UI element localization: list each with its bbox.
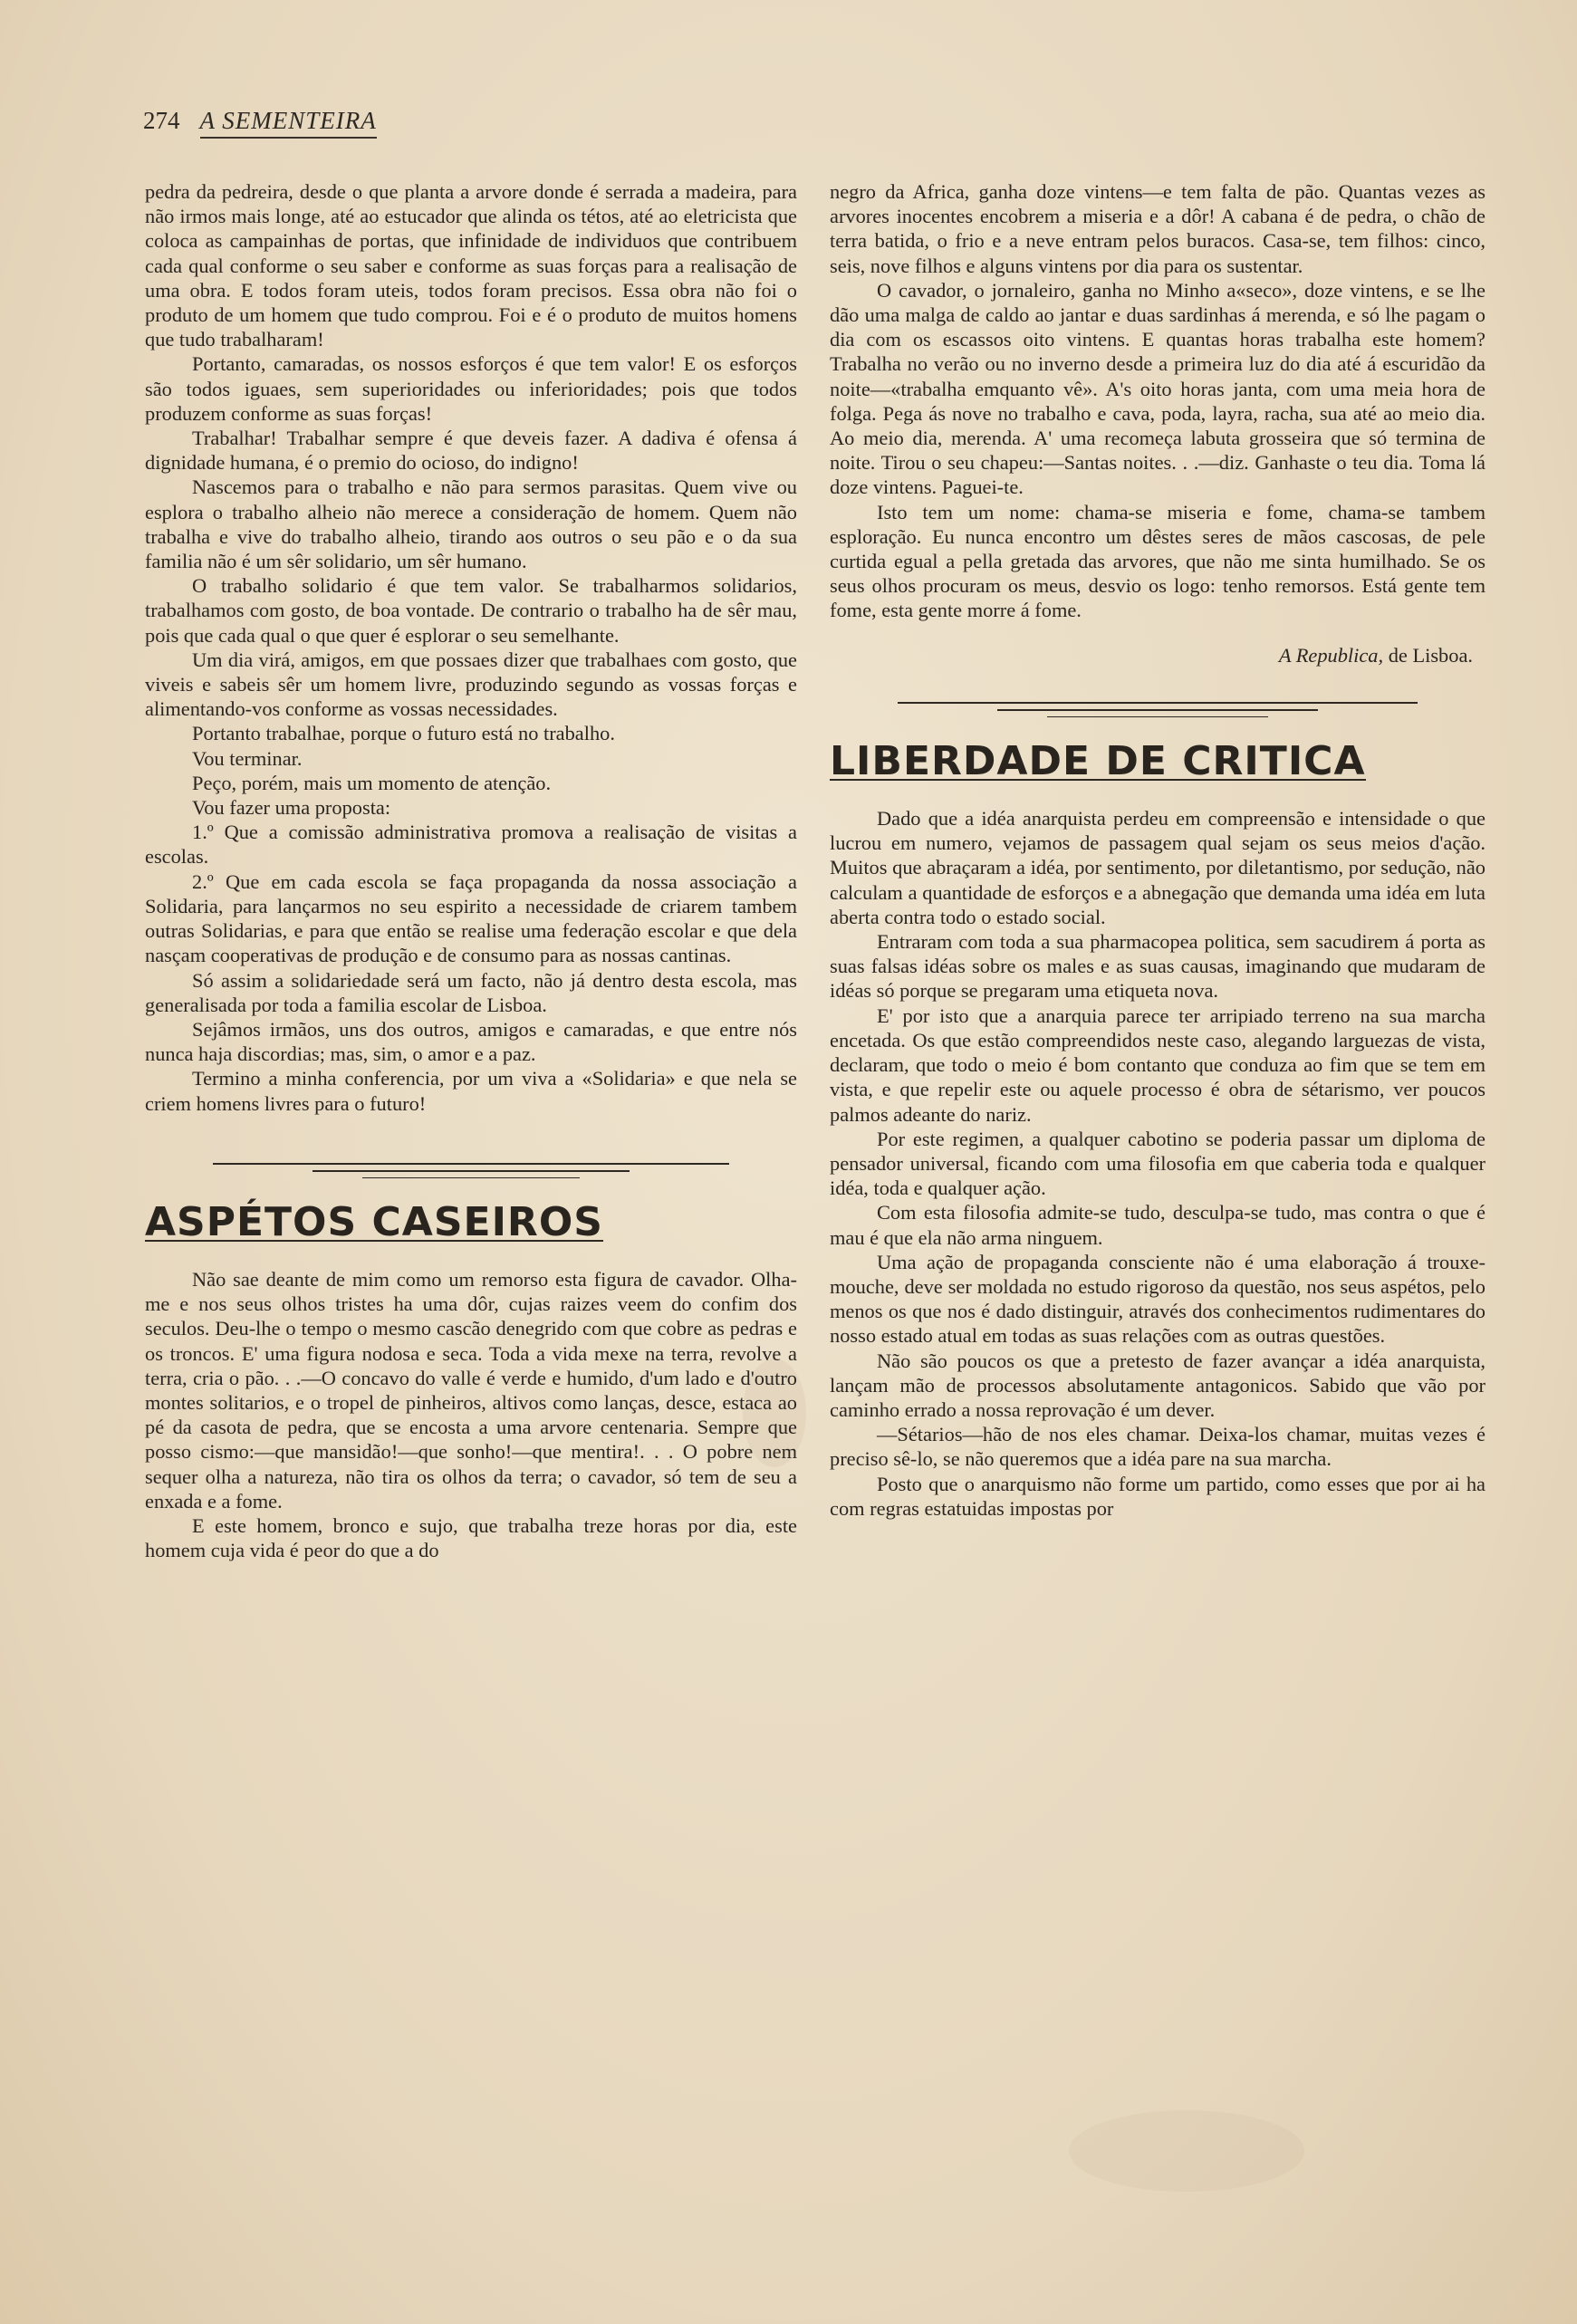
right-column: [830, 179, 1486, 1521]
paragraph: negro da Africa, ganha doze vintens—e tem falta de pão. Quantas vezes as arvores inocentes encobrem a miseria e a dôr! A cabana é de pedra, o chão de terra batida, o frio e a neve entram pelos buracos. Casa-se, tem filhos: cinco, seis, nove filhos e alguns vintens por dia para os sustentar.: [830, 180, 1486, 277]
paragraph: O trabalho solidario é que tem valor. Se trabalharmos solidarios, trabalhamos com gosto, de boa vontade. De contrario o trabalho ha de sêr mau, pois que cada qual o que quer é esplorar o seu semelhante.: [145, 574, 797, 647]
section-divider: [145, 1152, 797, 1186]
section-title-aspetos-caseiros: ASPÉTOS CASEIROS: [145, 1198, 603, 1245]
paragraph: 2.º Que em cada escola se faça propaganda da nossa associação a Solidaria, para lançarmos no seu espirito a necessidade de criarem tambem outras Solidarias, e para que então se realise uma federação escolar e que dela nasçam cooperativas de produção e de consumo para as nossas cantinas.: [145, 869, 797, 967]
paragraph: Entraram com toda a sua pharmacopea politica, sem sacudirem á porta as suas falsas idéas sobre os males e as suas causas, imaginando que mudaram de idéas só porque se pregaram uma etiqueta nova.: [830, 930, 1486, 1003]
page-number: 274: [143, 107, 180, 134]
paper-stain: [1069, 2110, 1304, 2192]
paragraph: Nascemos para o trabalho e não para sermos parasitas. Quem vive ou esplora o trabalho alheio não merece a consideração de homem. Quem não trabalha e vive do trabalho alheio, tirando aos outros o seu pão e o da sua familia não é um sêr solidario, um sêr humano.: [145, 475, 797, 573]
source-name: A Republica,: [1278, 643, 1384, 667]
paragraph: Não são poucos os que a pretesto de fazer avançar a idéa anarquista, lançam mão de processos absolutamente antagonicos. Sabido que vão por caminho errado a nossa reprovação é um dever.: [830, 1349, 1486, 1421]
paragraph: Peço, porém, mais um momento de atenção.: [192, 771, 552, 794]
paragraph: E este homem, bronco e sujo, que trabalha treze horas por dia, este homem cuja vida é peor do que a do: [145, 1513, 797, 1562]
paragraph: Vou terminar.: [192, 746, 303, 770]
paragraph: Uma ação de propaganda consciente não é uma elaboração á trouxe-mouche, deve ser moldada no estudo rigoroso da questão, nos seus aspétos, pelo menos os que nos é dado distinguir, através dos conhecimentos rudimentares do nosso estado atual em todas as suas relações com as outras questões.: [830, 1250, 1486, 1348]
paragraph: Por este regimen, a qualquer cabotino se poderia passar um diploma de pensador universal, ficando com uma filosofia em que caberia toda e qualquer idéa, toda e qualquer ação.: [830, 1127, 1486, 1200]
paragraph: 1.º Que a comissão administrativa promova a realisação de visitas a escolas.: [145, 821, 797, 869]
paragraph: Vou fazer uma proposta:: [192, 796, 391, 820]
liberdade-de-critica-article: [830, 806, 1486, 1521]
paragraph: E' por isto que a anarquia parece ter arripiado terreno na sua marcha encetada. Os que estão compreendidos neste caso, alegando larguezas de vista, declaram, que todo o meio é bom contanto que conduza ao fim que se tem em vista, e que repelir este ou aquele processo é obra de sétarismo, ver poucos palmos adeante do nariz.: [830, 1004, 1486, 1126]
source-place: de Lisboa.: [1388, 643, 1473, 667]
paragraph: Termino a minha conferencia, por um viva a «Solidaria» e que nela se criem homens livres para o futuro!: [145, 1067, 797, 1115]
right-column-text: [830, 179, 1486, 623]
section-title-liberdade-de-critica: LIBERDADE DE CRITICA: [830, 737, 1366, 784]
paragraph: Dado que a idéa anarquista perdeu em compreensão e intensidade o que lucrou em numero, vejamos de passagem qual sejam os seus meios d'ação. Muitos que abraçaram a idéa, por sentimento, por diletantismo, por sedução, não calculam a quantidade de esforços e a abnegação que demanda uma idéa em luta aberta contra todo o estado social.: [830, 807, 1486, 928]
aspetos-caseiros-article: [145, 1267, 797, 1562]
paragraph: Sejâmos irmãos, uns dos outros, amigos e camaradas, e que entre nós nunca haja discordias; mas, sim, o amor e a paz.: [145, 1017, 797, 1066]
paragraph: Com esta filosofia admite-se tudo, desculpa-se tudo, mas contra o que é mau é que ela não arma ninguem.: [830, 1201, 1486, 1249]
left-column-text: [145, 179, 797, 1116]
paragraph: Portanto trabalhae, porque o futuro está no trabalho.: [192, 722, 615, 745]
paragraph: —Sétarios—hão de nos eles chamar. Deixa-los chamar, muitas vezes é preciso sê-lo, se não queremos que a idéa pare na sua marcha.: [830, 1423, 1486, 1471]
paragraph: Posto que o anarquismo não forme um partido, como esses que por ai ha com regras estatuidas impostas por: [830, 1472, 1486, 1520]
paragraph: Portanto, camaradas, os nossos esforços é que tem valor! E os esforços são todos iguaes, sem superioridades ou inferioridades; pois que todos produzem conforme as suas forças!: [145, 352, 797, 425]
paragraph: O cavador, o jornaleiro, ganha no Minho a«seco», doze vintens, e se lhe dão uma malga de caldo ao jantar e duas sardinhas á merenda, e só lhe pagam o dia com os escassos oito vintens. E quantas horas trabalha este homem? Trabalha no verão ou no inverno desde a primeira luz do dia até á escuridão da noite—«trabalha emquanto vê». A's oito horas janta, com uma meia hora de folga. Pega ás nove no trabalho e cava, poda, layra, racha, sua até ao meio dia. Ao meio dia, merenda. A' uma recomeça labuta grosseira que só termina de noite. Tirou o seu chapeu:—Santas noites. . .—diz. Ganhaste o teu dia. Toma lá doze vintens. Paguei-te.: [830, 278, 1486, 499]
paragraph: Só assim a solidariedade será um facto, não já dentro desta escola, mas generalisada por toda a familia escolar de Lisboa.: [145, 968, 797, 1016]
publication-title: A SEMENTEIRA: [200, 107, 377, 139]
page-header: [143, 107, 377, 147]
left-column: [145, 179, 797, 1562]
paragraph: pedra da pedreira, desde o que planta a arvore donde é serrada a madeira, para não irmos mais longe, até ao estucador que alinda os tétos, até ao eletricista que coloca as campainhas de portas, que infinidade de individuos que contribuem cada qual conforme o seu saber e conforme as suas forças para a realisação de uma obra. E todos foram uteis, todos foram precisos. Essa obra não foi o produto de um homem que tudo comprou. Foi e é o produto de muitos homens que tudo trabalharam!: [145, 180, 797, 351]
paragraph: Um dia virá, amigos, em que possaes dizer que trabalhaes com gosto, que viveis e sabeis sêr um homem livre, produzindo segundo as vossas forças e alimentando-vos conforme as vossas necessidades.: [145, 648, 797, 721]
paragraph: Trabalhar! Trabalhar sempre é que deveis fazer. A dadiva é ofensa á dignidade humana, é o premio do ocioso, do indigno!: [145, 427, 797, 475]
section-divider: [830, 691, 1486, 725]
paragraph: Isto tem um nome: chama-se miseria e fome, chama-se tambem esploração. Eu nunca encontro um dêstes seres de mãos cascosas, de pele curtida egual a pella gretada das arvores, que não me sinta humilhado. Se os seus olhos procuram os meus, desvio os logo: tenho remorsos. Está gente tem fome, esta gente morre á fome.: [830, 500, 1486, 622]
article-source: [830, 643, 1473, 667]
paragraph: Não sae deante de mim como um remorso esta figura de cavador. Olha-me e nos seus olhos tristes ha uma dôr, cujas raizes veem do confim dos seculos. Deu-lhe o tempo o mesmo cascão denegrido com que cobre as pedras e os troncos. E' uma figura nodosa e seca. Toda a vida mexe na terra, revolve a terra, cria o pão. . .—O concavo do valle é verde e humido, d'um lado e d'outro montes solitarios, e o tropel de pinheiros, altivos como lanças, desce, estaca ao pé da casota de pedra, que se encosta a uma arvore centenaria. Sempre que posso cismo:—que mansidão!—que sonho!—que mentira!. . . O pobre nem sequer olha a natureza, não tira os olhos da terra; o cavador, só tem de seu a enxada e a fome.: [145, 1267, 797, 1513]
